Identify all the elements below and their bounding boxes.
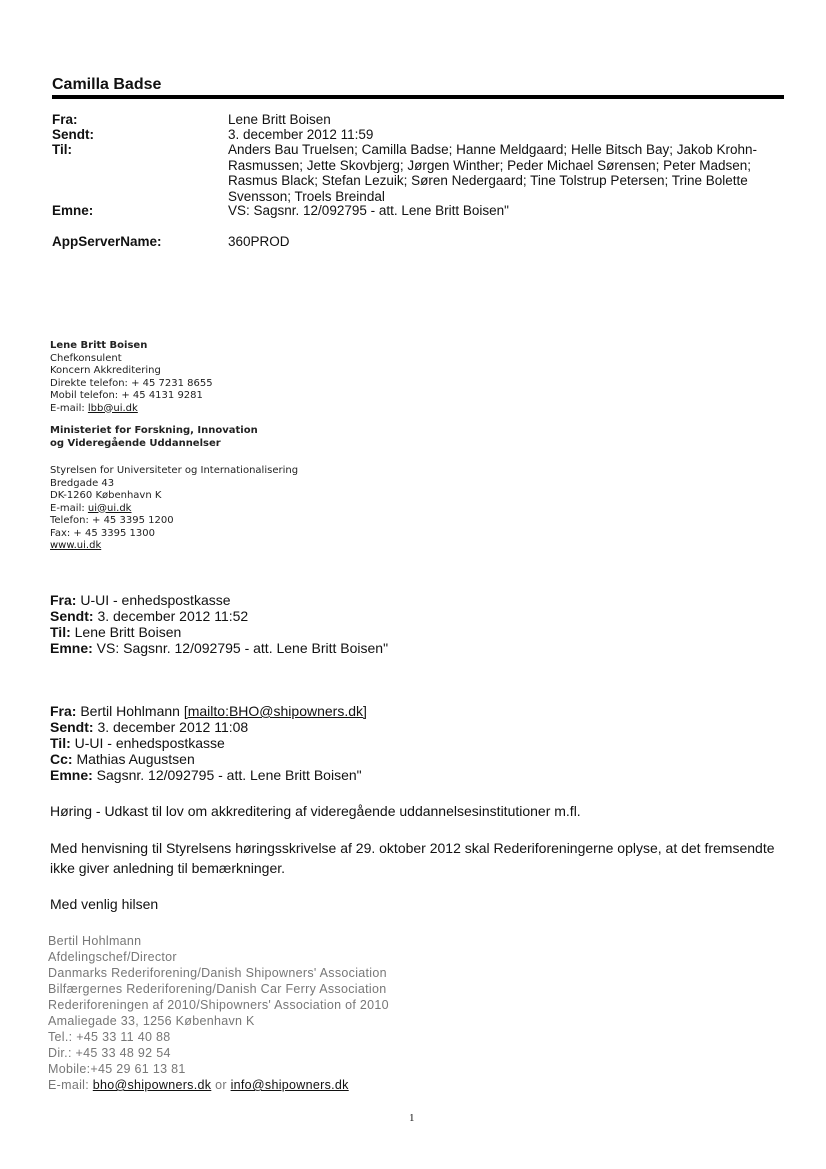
sig2-org-3: Rederiforeningen af 2010/Shipowners' Association of 2010 <box>48 998 389 1012</box>
body-paragraph-2: Med henvisning til Styrelsens høringsskrivelse af 29. oktober 2012 skal Rederiforeningerne oplyse, at det fremsendte ikke giver anledning til bemærkninger. <box>50 840 775 876</box>
or-text: or <box>211 1078 231 1092</box>
agency-fax: Fax: + 45 3395 1300 <box>50 527 155 539</box>
fwd2-to-label: Til: <box>50 735 71 751</box>
signature-direct-phone: Direkte telefon: + 45 7231 8655 <box>50 377 213 389</box>
from-label: Fra: <box>52 112 78 127</box>
signature-email-row <box>50 403 298 416</box>
header-rule <box>52 95 784 99</box>
email-label: E-mail: <box>50 502 88 514</box>
fwd2-cc-label: Cc: <box>50 751 73 767</box>
fwd2-from: Bertil Hohlmann <box>76 703 184 719</box>
ministry-line-1: Ministeriet for Forskning, Innovation <box>50 425 258 436</box>
signature-block-2 <box>48 933 389 1093</box>
body-paragraph-1: Høring - Udkast til lov om akkreditering af videregående uddannelsesinstitutioner m.fl. <box>50 803 581 819</box>
sig2-dir: Dir.: +45 33 48 92 54 <box>48 1046 171 1060</box>
fwd1-sent: 3. december 2012 11:52 <box>93 608 249 624</box>
sig2-org-1: Danmarks Rederiforening/Danish Shipowners' Association <box>48 966 387 980</box>
ministry-line-2: og Videregående Uddannelser <box>50 437 221 449</box>
fwd2-sent-label: Sendt: <box>50 719 94 735</box>
signature-title: Chefkonsulent <box>50 352 122 364</box>
agency-email-row <box>50 503 298 516</box>
signature-block-1 <box>50 340 298 553</box>
sig2-address: Amaliegade 33, 1256 København K <box>48 1014 255 1028</box>
fwd2-cc: Mathias Augustsen <box>72 751 195 767</box>
sig2-email-link-1[interactable]: bho@shipowners.dk <box>92 1078 212 1092</box>
fwd1-from-label: Fra: <box>50 592 77 608</box>
to-label: Til: <box>52 142 72 157</box>
sent-value: 3. december 2012 11:59 <box>228 127 374 142</box>
page-number: 1 <box>409 1112 415 1124</box>
fwd1-sent-label: Sendt: <box>50 608 94 624</box>
subject-label: Emne: <box>52 203 94 218</box>
sig2-title: Afdelingschef/Director <box>48 950 177 964</box>
fwd2-subject-label: Emne: <box>50 767 93 783</box>
sig2-email-link-2[interactable]: info@shipowners.dk <box>230 1078 349 1092</box>
sig2-name: Bertil Hohlmann <box>48 934 142 948</box>
fwd1-from: U-UI - enhedspostkasse <box>76 592 231 608</box>
agency-email-link[interactable]: ui@ui.dk <box>87 502 132 514</box>
fwd1-subject: VS: Sagsnr. 12/092795 - att. Lene Britt Boisen" <box>92 640 389 656</box>
subject-value: VS: Sagsnr. 12/092795 - att. Lene Britt Boisen" <box>228 203 509 218</box>
email-label: E-mail: <box>50 402 88 414</box>
fwd1-subject-label: Emne: <box>50 640 93 656</box>
signature-mobile-phone: Mobil telefon: + 45 4131 9281 <box>50 390 203 401</box>
fwd2-sent: 3. december 2012 11:08 <box>93 719 249 735</box>
fwd1-to: Lene Britt Boisen <box>70 624 182 640</box>
fwd2-mailto-link[interactable]: [mailto:BHO@shipowners.dk] <box>183 703 367 719</box>
appserver-value: 360PROD <box>228 234 290 249</box>
fwd2-to: U-UI - enhedspostkasse <box>70 735 225 751</box>
page-title: Camilla Badse <box>52 76 162 93</box>
from-value: Lene Britt Boisen <box>228 112 331 127</box>
agency-web-link[interactable]: www.ui.dk <box>50 540 102 551</box>
fwd2-subject: Sagsnr. 12/092795 - att. Lene Britt Boisen" <box>92 767 362 783</box>
sig2-mobile: Mobile:+45 29 61 13 81 <box>48 1062 186 1076</box>
fwd1-to-label: Til: <box>50 624 71 640</box>
sig2-tel: Tel.: +45 33 11 40 88 <box>48 1030 171 1044</box>
agency-phone: Telefon: + 45 3395 1200 <box>50 515 174 526</box>
signature-dept: Koncern Akkreditering <box>50 365 161 376</box>
sig2-email-row <box>48 1077 389 1093</box>
agency-name: Styrelsen for Universiteter og Internationalisering <box>50 465 299 476</box>
appserver-label: AppServerName: <box>52 234 162 249</box>
to-value: Anders Bau Truelsen; Camilla Badse; Hanne Meldgaard; Helle Bitsch Bay; Jakob Krohn-Rasmussen; Jette Skovbjerg; Jørgen Winther; Peder Michael Sørensen; Peter Madsen; Rasmus Black; Stefan Lezuik; Søren Nedergaard; Tine Tolstrup Petersen; Trine Bolette Svensson; Troels Breindal <box>228 142 758 204</box>
body-closing: Med venlig hilsen <box>50 896 159 912</box>
signature-email-link[interactable]: lbb@ui.dk <box>87 402 138 414</box>
email-label: E-mail: <box>48 1078 93 1092</box>
sig2-org-2: Bilfærgernes Rederiforening/Danish Car Ferry Association <box>48 982 387 996</box>
sent-label: Sendt: <box>52 127 94 142</box>
agency-street: Bredgade 43 <box>50 477 115 489</box>
forward-header-1 <box>50 592 388 656</box>
forward-header-2 <box>50 703 367 783</box>
agency-city: DK-1260 København K <box>50 490 162 501</box>
fwd2-from-label: Fra: <box>50 703 77 719</box>
signature-name: Lene Britt Boisen <box>50 340 148 351</box>
